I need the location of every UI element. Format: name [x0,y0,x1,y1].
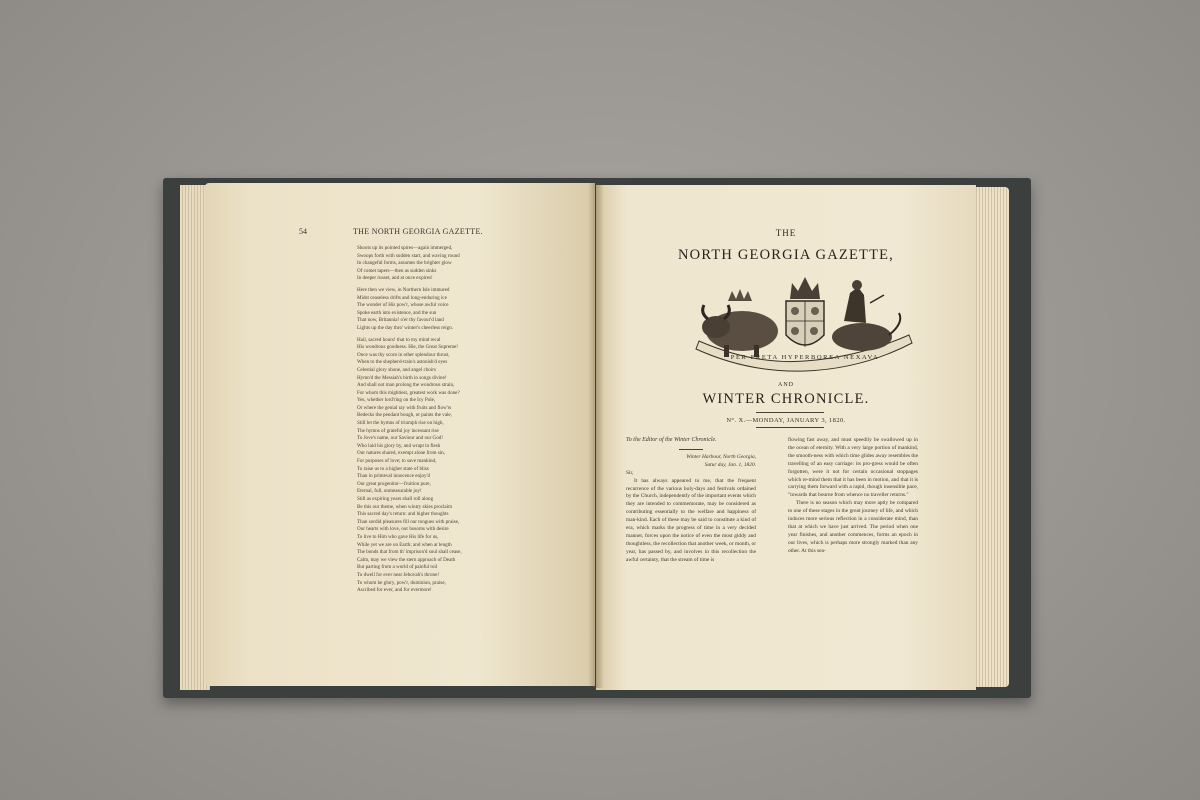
right-page [596,185,976,690]
poem-line: Swoops forth with sudden start, and waving round [357,252,460,259]
poem-line: When to the shepherd-train's astonish'd eyes [357,359,448,366]
poem-line: Here then we view, in Northern Isle immured [357,286,450,293]
poem-line: Spoke earth into existence, and the sun [357,309,437,316]
poem-line: Ascribed for ever, and for evermore! [357,587,432,594]
poem-line: Shoots up its pointed spires—again immerged, [357,245,453,251]
poem-line: Who laid his glory by, and wrapt in flesh [357,442,441,449]
poem-line: Than sordid pleasures fill our tongues with praise, [357,518,460,525]
poem-line: That now, Britannia! o'er thy favour'd land [357,317,444,324]
poem-line: Midst ceaseless drifts and long-enduring ice [357,294,447,301]
poem-line: Once was thy scorn in other splendour thrust, [357,351,450,358]
poem-line: But parting from a world of painful toil [357,564,438,571]
poem-line: Still as expiring years shall roll along [357,496,434,502]
poem-line: Our hearts with love, our bosoms with desire [357,526,449,533]
book-gutter [588,183,604,688]
poem-text [357,245,587,595]
poem-line: Bedecks the pendant bough, or paints the vale, [357,412,452,419]
issue-line: N°. X.—MONDAY, JANUARY 3, 1820. [726,417,846,424]
masthead-title: NORTH GEORGIA GAZETTE, [677,247,895,263]
page-number: 54 [299,227,307,236]
coat-of-arms-engraving [694,273,916,383]
poem-line: For whom this mightiest, greatest work was done? [357,389,460,396]
article-column-1 [626,437,756,565]
poem-line: Celestial glory shone, and angel choirs [357,366,436,373]
poem-line: His wondrous goodness. Hie, the Great Supreme! [357,344,459,351]
masthead-the: THE [775,228,797,238]
poem-line: Than in primeval innocence enjoy'd [357,473,431,480]
poem-line: Of comet tapers—then as sudden sinks [357,267,437,274]
poem-line: The bonds that from th' imprison'd soul shall cease, [357,549,462,556]
poem-line: In deeper russet, and at once expires! [357,275,433,282]
masthead-rule-top [756,412,824,413]
masthead-and: AND [778,382,794,388]
poem-line: Hymn'd the Messiah's birth in songs divine! [357,374,447,381]
letter-body-1: It has always appeared to me, that the frequent recurrence of the various holy-days and festivals ordained by the Church, independently of the important events which they are intended to commemorate, may be considered as contributing essentially to the welfare and happiness of man-kind. Each of these may be said to constitute a kind of era, which marks the progress of time in a very decided manner, forces upon the notice of even the most giddy and thoughtless, the recollection that another week, or month, or year, has passed by, and involves in this recollection the awful certainty, that the stream of time is [626,477,756,563]
poem-line: Calm, may we view the stern approach of Death [357,556,456,563]
letter-body-2: flowing fast away, and must speedily be swallowed up in the ocean of eternity. With a very large portion of mankind, the smooth-ness with which time glides away resembles the travelling of an easy carriage: its pro-gress would be often forgotten, were it not for certain occasional stoppages which re-mind them that it has been in motion, and that it is carrying them forward with a rapid, though insensible pace, "towards that bourne from whence no traveller returns." [788,437,918,499]
poem-line: Be this our theme, when wintry skies proclaim [357,503,453,510]
poem-line: To whom be glory, pow'r, dominion, praise, [357,579,446,586]
poem-line: Our natures shared, exempt alone from sin, [357,450,445,457]
poem-line: And shall not man prolong the wondrous strain, [357,382,455,389]
poem-line: Still let the hymns of triumph rise on high, [357,420,444,427]
poem-line: This sacred day's return: and higher thoughts [357,511,449,518]
poem-line: To raise us to a higher state of bliss [357,465,429,472]
poem-line: Or where the genial ray with fruits and flow'rs [357,404,452,411]
letter-heading: To the Editor of the Winter Chronicle. [626,437,717,443]
article-column-2 [788,437,918,556]
poem-line: Yes, whether lord'ring on the Icy Pole, [357,397,436,404]
poem-line: While yet we are on Earth; and when at length [357,541,452,548]
poem-line: Lights up the day thro' winter's cheerless reign. [357,324,454,331]
poem-line: Our great progenitor—fruition pure, [357,480,431,487]
poem-line: To Jove's name, our Saviour and our God! [357,435,444,442]
running-head: THE NORTH GEORGIA GAZETTE. [353,227,483,236]
poem-line: To live to Him who gave His life for us, [357,533,439,540]
poem-line: Hail, sacred hours! that to my mind recal [357,336,441,343]
poem-line: The wonder of His pow'r, whose awful voice [357,302,449,309]
letter-rule [679,449,703,450]
letter-salutation: Sir, [626,469,634,476]
masthead-subtitle: WINTER CHRONICLE. [702,391,870,407]
poem-line: The hymns of grateful joy incessant rise [357,427,439,434]
left-page [205,183,595,686]
masthead-rule-bottom [756,427,824,428]
poem-line: Eternal, full, unmeasurable joy! [357,488,422,495]
poem-line: To dwell for ever near Jehovah's throne! [357,571,440,578]
poem-line: For purposes of love; to save mankind, [357,458,437,465]
letter-dateline-2: Satur day, Jan. 1, 1820. [704,461,756,468]
crest-motto: PER FRETA HYPERBOREA NEXAVA [730,354,880,361]
letter-body-3: There is no season which may more aptly be compared to one of these stages in the great journey of life, and which induces more serious reflection in a considerate mind, than that at which we have just arrived. The period when one year finishes, and another commences, forms an epoch in our lives, which is perhaps more strongly marked than any other. At this sea- [788,500,918,554]
letter-dateline-1: Winter Harbour, North Georgia, [686,453,756,460]
poem-line: In changeful forms, assumes the brighter glow [357,260,452,267]
